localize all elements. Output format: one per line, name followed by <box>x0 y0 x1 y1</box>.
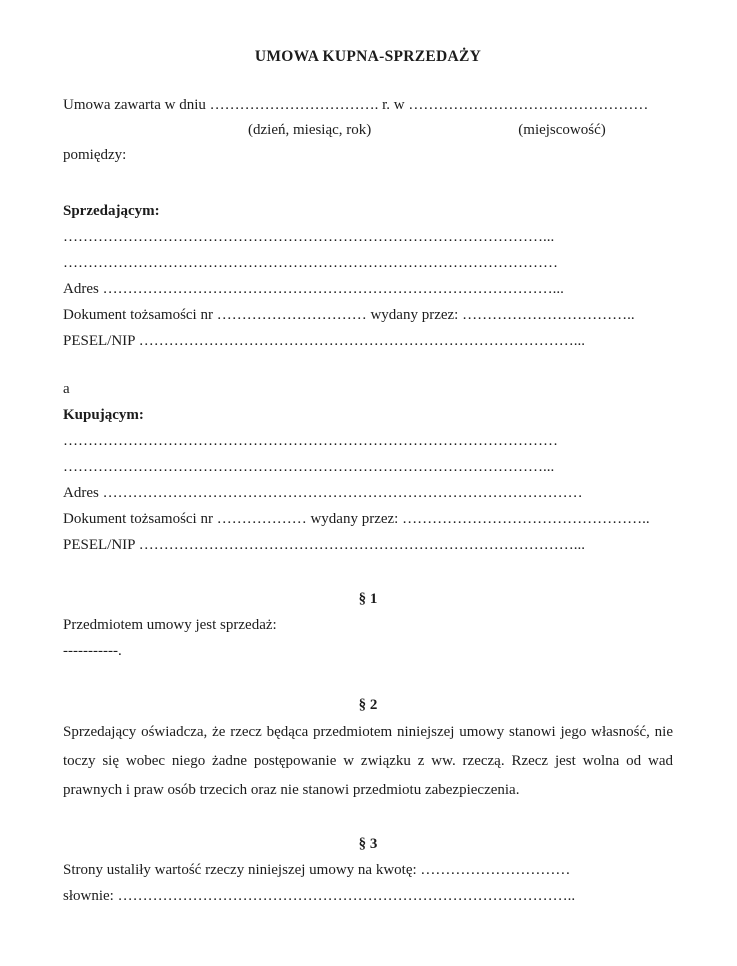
document-title: UMOWA KUPNA-SPRZEDAŻY <box>254 48 482 65</box>
buyer-name-line-2: ……………………………………………………………………………………... <box>63 459 555 475</box>
section-3-amount-line: Strony ustaliły wartość rzeczy niniejszej umowy na kwotę: ………………………… <box>63 862 571 878</box>
intro-line: Umowa zawarta w dniu ……………………………. r. w ………………………………………… <box>63 97 649 113</box>
seller-heading: Sprzedającym: <box>63 203 160 219</box>
section-1-body: Przedmiotem umowy jest sprzedaż: <box>63 617 277 633</box>
between-label: pomiędzy: <box>63 147 127 163</box>
section-3-heading: § 3 <box>358 836 378 852</box>
section-1-placeholder: -----------. <box>63 643 122 659</box>
buyer-address-line: Adres …………………………………………………………………………………… <box>63 485 583 501</box>
conjunction-label: a <box>63 381 70 397</box>
buyer-heading: Kupującym: <box>63 407 144 423</box>
buyer-pesel-nip-line: PESEL/NIP ……………………………………………………………………………... <box>63 537 585 553</box>
section-1-heading: § 1 <box>358 591 378 607</box>
seller-identity-document-line: Dokument tożsamości nr ………………………… wydany przez: …………………………….. <box>63 307 635 323</box>
place-hint: (miejscowość) <box>518 122 606 138</box>
seller-name-line-2: ……………………………………………………………………………………… <box>63 255 558 271</box>
intro-hints-row <box>63 118 673 142</box>
section-2-paragraph: Sprzedający oświadcza, że rzecz będąca przedmiotem niniejszej umowy stanowi jego własność, nie toczy się wobec niego żadne postępowanie w związku z ww. rzeczą. Rzecz jest wolna od wad prawnych i praw osób trzecich oraz nie stanowi przedmiotu zabezpieczenia. <box>63 724 673 798</box>
section-3-words-line: słownie: ……………………………………………………………………………….. <box>63 888 576 904</box>
buyer-identity-document-line: Dokument tożsamości nr ……………… wydany przez: ………………………………………….. <box>63 511 650 527</box>
section-2-heading: § 2 <box>358 697 378 713</box>
buyer-name-line-1: ……………………………………………………………………………………… <box>63 433 558 449</box>
date-format-hint: (dzień, miesiąc, rok) <box>248 122 372 138</box>
seller-address-line: Adres ………………………………………………………………………………... <box>63 281 564 297</box>
seller-name-line-1: ……………………………………………………………………………………... <box>63 229 555 245</box>
seller-pesel-nip-line: PESEL/NIP ……………………………………………………………………………... <box>63 333 585 349</box>
